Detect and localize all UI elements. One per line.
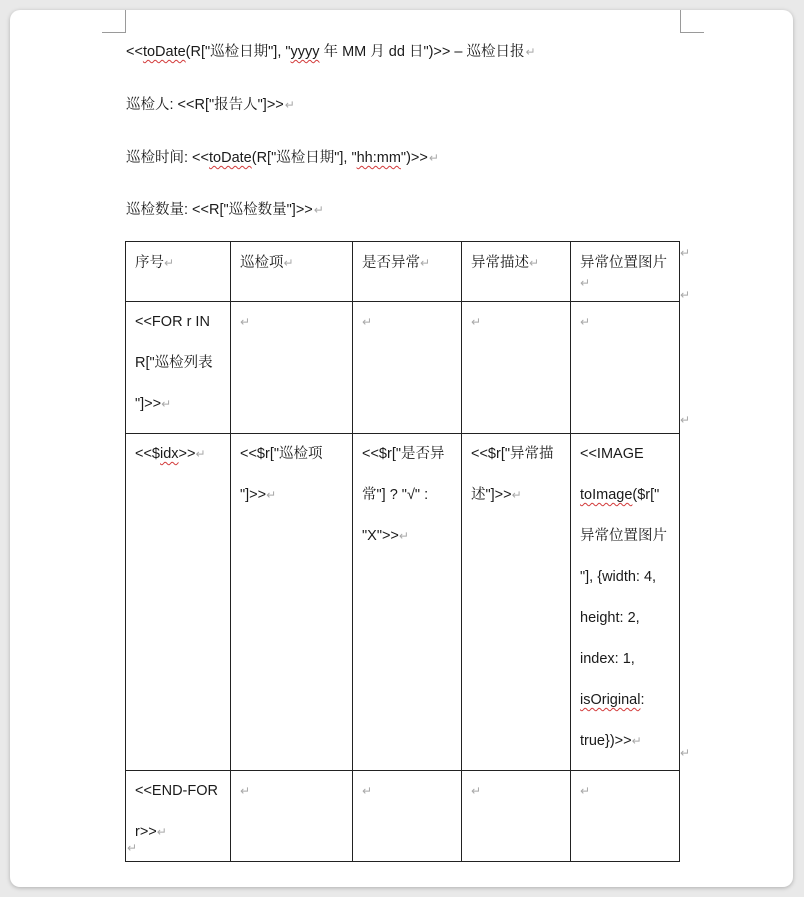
paragraph-mark-icon: ↵	[428, 151, 439, 165]
crop-mark-top-left	[125, 10, 126, 32]
cell-mark-icon: ↵	[471, 315, 482, 329]
inspection-table	[125, 241, 680, 862]
cell-empty[interactable]	[571, 771, 680, 862]
cell-for[interactable]: <<FOR r IN R["巡检列表 "]>>↵	[126, 302, 231, 434]
cell-mark-icon: ↵	[471, 784, 482, 798]
cell-item[interactable]: <<$r["巡检项 "]>>↵	[231, 434, 353, 771]
spell-error-todate: toDate	[209, 150, 252, 166]
table-row-end	[126, 771, 680, 862]
spell-error-isoriginal: isOriginal	[580, 692, 641, 708]
row-end-mark-icon: ↵	[680, 246, 691, 260]
cell-empty[interactable]	[231, 771, 353, 862]
cell-mark-icon: ↵	[362, 315, 373, 329]
cell-mark-icon: ↵	[164, 256, 175, 270]
cell-mark-icon: ↵	[631, 734, 642, 748]
cell-mark-icon: ↵	[580, 276, 591, 290]
cell-empty[interactable]	[353, 771, 462, 862]
header-cell-image[interactable]: 异常位置图片↵	[571, 242, 680, 302]
title-paragraph[interactable]: <<toDate(R["巡检日期"], "yyyy 年 MM 月 dd 日")>> – 巡检日报↵	[126, 44, 536, 60]
cell-mark-icon: ↵	[511, 488, 522, 502]
cell-idx[interactable]: <<$idx>>↵	[126, 434, 231, 771]
empty-paragraph[interactable]	[126, 838, 137, 858]
spell-error-idx: idx	[160, 446, 179, 462]
cell-mark-icon: ↵	[161, 397, 172, 411]
table-row-for	[126, 302, 680, 434]
cell-empty[interactable]	[571, 302, 680, 434]
table-row-data	[126, 434, 680, 771]
paragraph-mark-icon: ↵	[127, 841, 138, 855]
paragraph-mark-icon: ↵	[284, 98, 295, 112]
cell-end-for[interactable]: <<END-FOR r>>↵	[126, 771, 231, 862]
row-end-mark-icon: ↵	[680, 746, 691, 760]
cell-mark-icon: ↵	[362, 784, 373, 798]
header-cell-index[interactable]: 序号↵	[126, 242, 231, 302]
cell-mark-icon: ↵	[580, 315, 591, 329]
inspection-count-paragraph[interactable]: 巡检数量: <<R["巡检数量"]>>↵	[126, 202, 324, 218]
cell-mark-icon: ↵	[283, 256, 294, 270]
cell-empty[interactable]	[353, 302, 462, 434]
spell-error-yyyy: yyyy	[290, 44, 320, 60]
header-cell-description[interactable]: 异常描述↵	[462, 242, 571, 302]
row-end-mark-icon: ↵	[680, 413, 691, 427]
header-cell-abnormal[interactable]: 是否异常↵	[353, 242, 462, 302]
cell-description[interactable]: <<$r["异常描 述"]>>↵	[462, 434, 571, 771]
row-end-mark-icon: ↵	[680, 288, 691, 302]
inspector-paragraph[interactable]: 巡检人: <<R["报告人"]>>↵	[126, 97, 295, 113]
cell-mark-icon: ↵	[156, 825, 167, 839]
spell-error-hhmm: hh:mm	[356, 150, 401, 166]
cell-empty[interactable]	[462, 302, 571, 434]
header-cell-item[interactable]: 巡检项↵	[231, 242, 353, 302]
document-page	[10, 10, 793, 887]
cell-mark-icon: ↵	[195, 447, 206, 461]
paragraph-mark-icon: ↵	[313, 203, 324, 217]
cell-mark-icon: ↵	[240, 784, 251, 798]
cell-mark-icon: ↵	[580, 784, 591, 798]
cell-mark-icon: ↵	[420, 256, 431, 270]
crop-mark-top-right	[680, 10, 681, 32]
paragraph-mark-icon: ↵	[525, 45, 536, 59]
spell-error-toimage: toImage	[580, 487, 633, 503]
cell-mark-icon: ↵	[398, 529, 409, 543]
cell-mark-icon: ↵	[529, 256, 540, 270]
crop-mark-top-right-h	[680, 32, 704, 33]
cell-mark-icon: ↵	[266, 488, 277, 502]
cell-empty[interactable]	[462, 771, 571, 862]
table-header-row	[126, 242, 680, 302]
cell-abnormal[interactable]: <<$r["是否异 常"] ? "√" : "X">>↵	[353, 434, 462, 771]
cell-image[interactable]: <<IMAGE toImage($r[" 异常位置图片 "], {width: 4, height: 2, index: 1, isOriginal: true})>>↵	[571, 434, 680, 771]
cell-empty[interactable]	[231, 302, 353, 434]
inspection-time-paragraph[interactable]: 巡检时间: <<toDate(R["巡检日期"], "hh:mm")>>↵	[126, 150, 439, 166]
cell-mark-icon: ↵	[240, 315, 251, 329]
crop-mark-top-left-h	[102, 32, 126, 33]
spell-error-todate: toDate	[142, 44, 186, 60]
